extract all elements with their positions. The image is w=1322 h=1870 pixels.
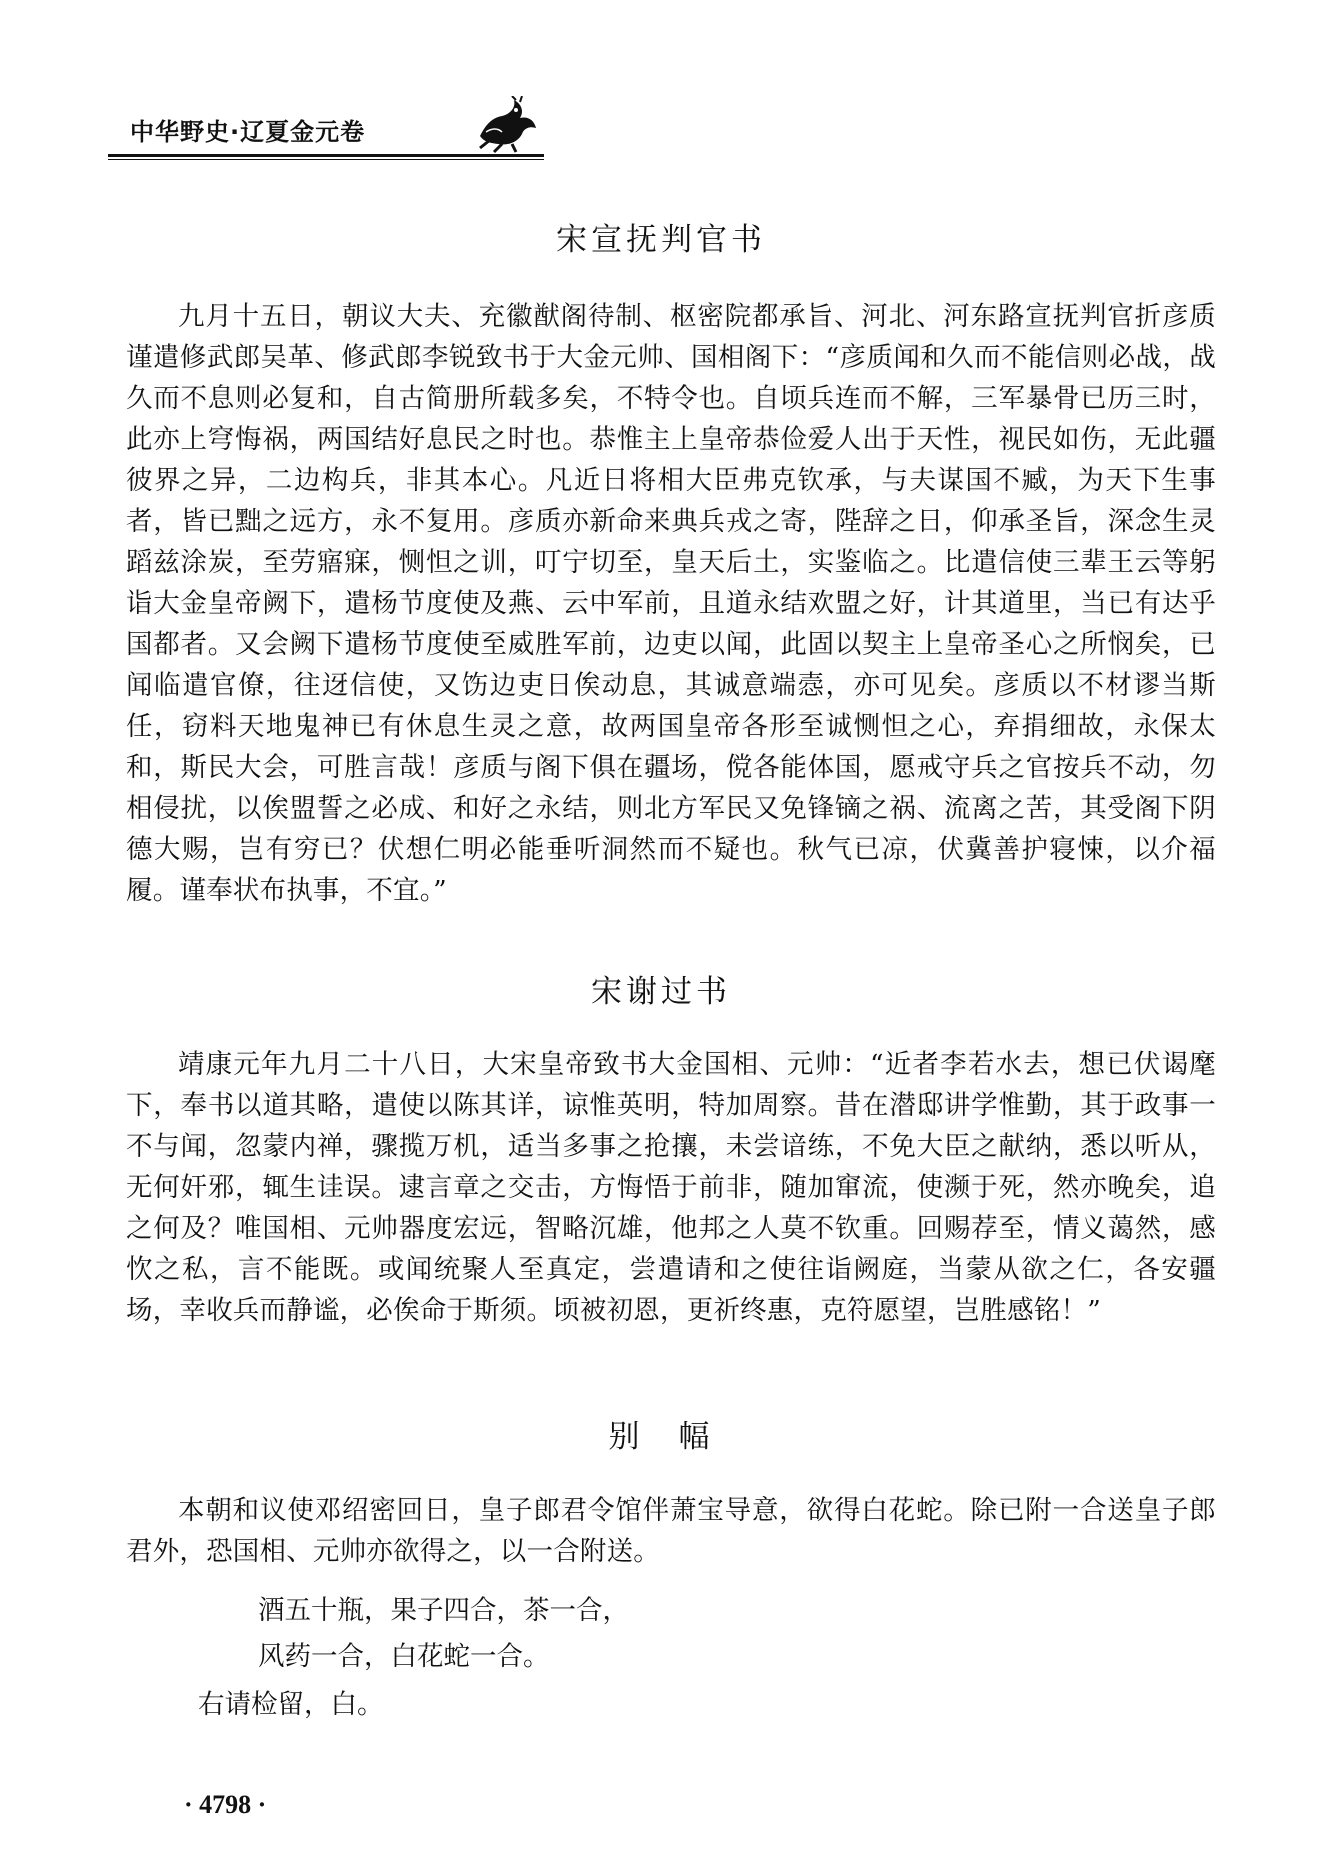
closing-line: 右请检留，白。 [198,1689,384,1720]
page-number: · 4798 · [184,1790,267,1819]
section-2-paragraph: 靖康元年九月二十八日，大宋皇帝致书大金国相、元帅：“近者李若水去，想已伏谒麾下，奉书以道其略，遣使以陈其详，谅惟英明，特加周察。昔在潜邸讲学惟勤，其于政事一不与闻，忽蒙内禅，骤揽万机，适当多事之抢攘，未尝谙练，不免大臣之献纳，悉以听从，无何奸邪，辄生诖误。逮言章之交击，方悔悟于前非，随加窜流，使濒于死，然亦晚矣，追之何及？唯国相、元帅器度宏远，智略沉雄，他邦之人莫不钦重。回赐荐至，情义蔼然，感忺之私，言不能既。或闻统聚人至真定，尝遣请和之使往诣阙庭，当蒙从欲之仁，各安疆场，幸收兵而静谧，必俟命于斯须。顷被初恩，更祈终惠，克符愿望，岂胜感铭！” [126,1049,1216,1326]
section-heading-1: 宋宣抚判官书 [556,222,766,258]
section-1-paragraph: 九月十五日，朝议大夫、充徽猷阁待制、枢密院都承旨、河北、河东路宣抚判官折彦质谨遣修武郎吴革、修武郎李锐致书于大金元帅、国相阁下：“彦质闻和久而不能信则必战，战久而不息则必复和，自古简册所载多矣，不特令也。自顷兵连而不解，三军暴骨已历三时，此亦上穹悔祸，两国结好息民之时也。恭惟主上皇帝恭俭爱人出于天性，视民如伤，无此疆彼界之异，二边构兵，非其本心。凡近日将相大臣弗克钦承，与夫谋国不臧，为天下生事者，皆已黜之远方，永不复用。彦质亦新命来典兵戎之寄，陛辞之日，仰承圣旨，深念生灵蹈兹涂炭，至劳寤寐，恻怛之训，叮宁切至，皇天后土，实鉴临之。比遣信使三辈王云等躬诣大金皇帝阙下，遣杨节度使及燕、云中军前，且道永结欢盟之好，计其道里，当已有达乎国都者。又会阙下遣杨节度使至威胜军前，边吏以闻，此固以契主上皇帝圣心之所悯矣，已闻临遣官僚，往迓信使，又饬边吏日俟动息，其诚意端悫，亦可见矣。彦质以不材谬当斯任，窃料天地鬼神已有休息生灵之意，故两国皇帝各形至诚恻怛之心，弃捐细故，永保太和，斯民大会，可胜言哉！彦质与阁下俱在疆场，傥各能体国，愿戒守兵之官按兵不动，勿相侵扰，以俟盟誓之必成、和好之永结，则北方军民又免锋镝之祸、流离之苦，其受阁下阴德大赐，岂有穷已？伏想仁明必能垂听洞然而不疑也。秋气已凉，伏冀善护寝悚，以介福履。谨奉状布执事，不宜。” [126,301,1216,906]
section-heading-3: 别 幅 [608,1419,714,1455]
running-header-title: 中华野史·辽夏金元卷 [130,118,366,146]
section-heading-2: 宋谢过书 [591,974,731,1010]
header-rule [108,154,544,157]
dragon-emblem-icon [472,96,542,154]
section-3-paragraph: 本朝和议使邓绍密回日，皇子郎君令馆伴萧宝导意，欲得白花蛇。除已附一合送皇子郎君外，恐国相、元帅亦欲得之，以一合附送。 [126,1495,1216,1567]
gift-list-line-1: 酒五十瓶，果子四合，茶一合， [258,1595,629,1626]
gift-list-line-2: 风药一合，白花蛇一合。 [258,1641,550,1672]
header-rule-thin [108,159,544,160]
